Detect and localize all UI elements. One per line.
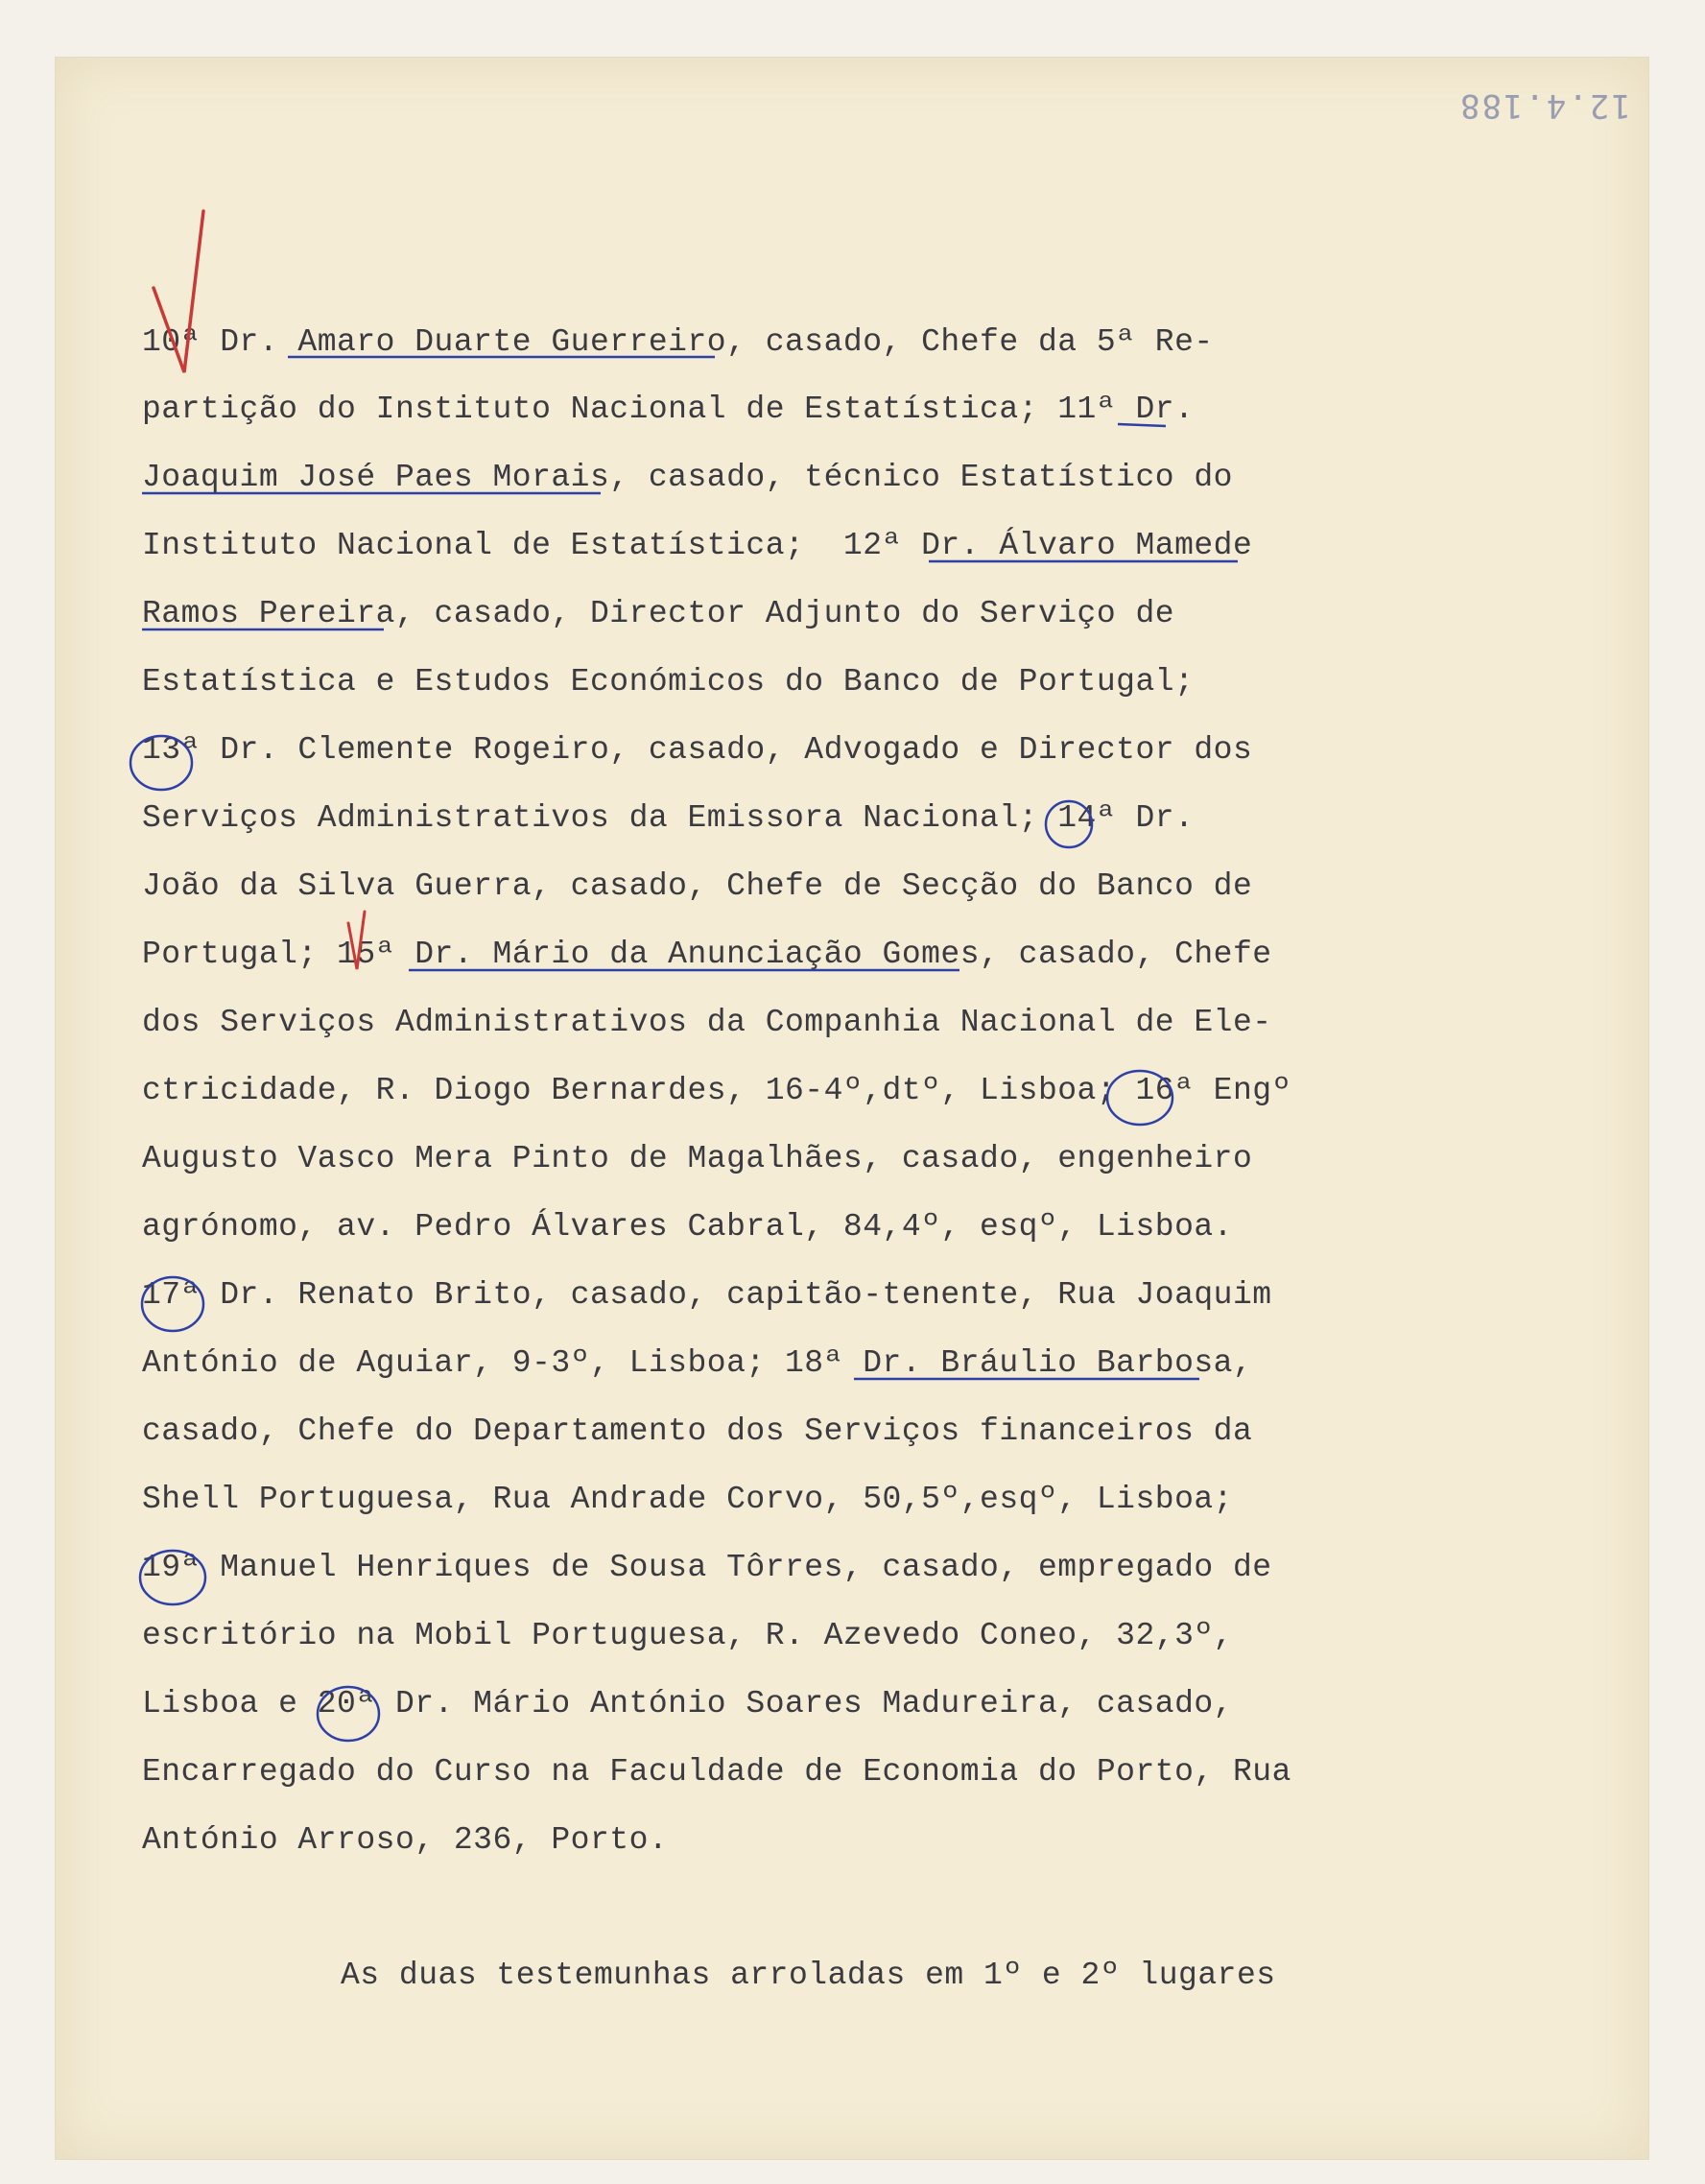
text-line-15: 17ª Dr. Renato Brito, casado, capitão-tenente, Rua Joaquim bbox=[142, 1277, 1272, 1313]
text-line-20: escritório na Mobil Portuguesa, R. Azevedo Coneo, 32,3º, bbox=[142, 1618, 1233, 1653]
text-line-9: João da Silva Guerra, casado, Chefe de Secção do Banco de bbox=[142, 868, 1253, 904]
text-line-7: 13ª Dr. Clemente Rogeiro, casado, Advogado e Director dos bbox=[142, 732, 1253, 768]
text-line-2: partição do Instituto Nacional de Estatística; 11ª Dr. bbox=[142, 392, 1195, 427]
text-line-13: Augusto Vasco Mera Pinto de Magalhães, casado, engenheiro bbox=[142, 1141, 1253, 1176]
text-line-3: Joaquim José Paes Morais, casado, técnico Estatístico do bbox=[142, 460, 1233, 495]
text-line-5: Ramos Pereira, casado, Director Adjunto do Serviço de bbox=[142, 596, 1175, 631]
text-line-19: 19ª Manuel Henriques de Sousa Tôrres, casado, empregado de bbox=[142, 1550, 1272, 1585]
text-line-17: casado, Chefe do Departamento dos Serviços financeiros da bbox=[142, 1413, 1253, 1449]
text-line-23: António Arroso, 236, Porto. bbox=[142, 1822, 669, 1858]
closing-line: As duas testemunhas arroladas em 1º e 2º lugares bbox=[341, 1958, 1276, 1993]
text-line-18: Shell Portuguesa, Rua Andrade Corvo, 50,5º,esqº, Lisboa; bbox=[142, 1482, 1233, 1517]
text-line-8: Serviços Administrativos da Emissora Nacional; 14ª Dr. bbox=[142, 800, 1195, 836]
text-line-1: 10ª Dr. Amaro Duarte Guerreiro, casado, Chefe da 5ª Re- bbox=[142, 324, 1214, 360]
text-line-16: António de Aguiar, 9-3º, Lisboa; 18ª Dr. Bráulio Barbosa, bbox=[142, 1345, 1253, 1381]
text-line-10: Portugal; 15ª Dr. Mário da Anunciação Gomes, casado, Chefe bbox=[142, 937, 1272, 972]
text-line-6: Estatística e Estudos Económicos do Banco de Portugal; bbox=[142, 664, 1195, 700]
text-line-4: Instituto Nacional de Estatística; 12ª Dr. Álvaro Mamede bbox=[142, 528, 1253, 563]
archive-number: 12.4.188 bbox=[1458, 86, 1631, 125]
text-line-14: agrónomo, av. Pedro Álvares Cabral, 84,4º, esqº, Lisboa. bbox=[142, 1209, 1233, 1245]
text-line-12: ctricidade, R. Diogo Bernardes, 16-4º,dtº, Lisboa; 16ª Engº bbox=[142, 1073, 1291, 1108]
text-line-22: Encarregado do Curso na Faculdade de Economia do Porto, Rua bbox=[142, 1754, 1291, 1790]
text-line-11: dos Serviços Administrativos da Companhia Nacional de Ele- bbox=[142, 1005, 1272, 1040]
text-line-21: Lisboa e 20ª Dr. Mário António Soares Madureira, casado, bbox=[142, 1686, 1233, 1721]
